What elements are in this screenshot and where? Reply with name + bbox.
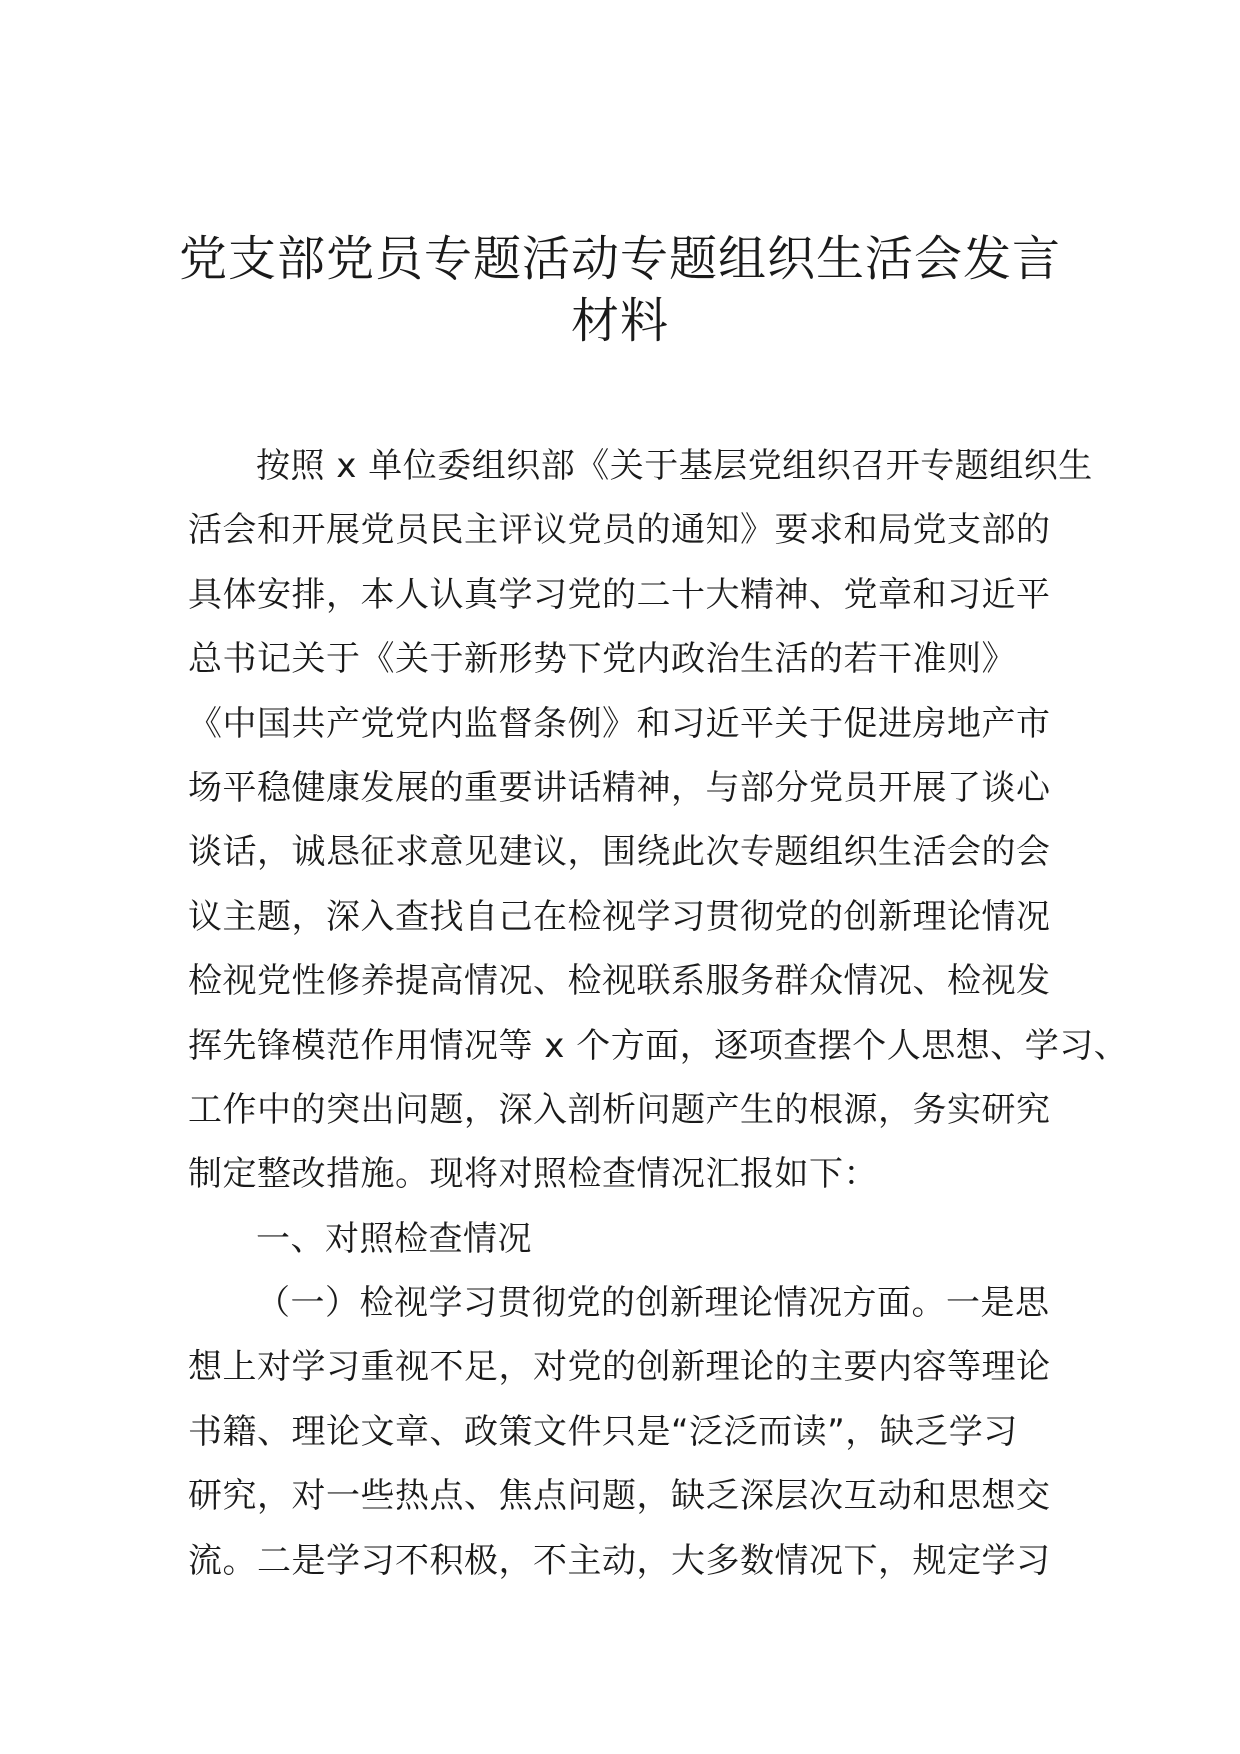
body-line: 按照 x 单位委组织部《关于基层党组织召开专题组织生	[256, 446, 1093, 486]
body-line: 场平稳健康发展的重要讲话精神，与部分党员开展了谈心	[188, 767, 1051, 808]
body-line: 《中国共产党党内监督条例》和习近平关于促进房地产市	[188, 703, 1051, 744]
body-line: 流。二是学习不积极，不主动，大多数情况下，规定学习	[188, 1540, 1051, 1581]
body-line: 谈话，诚恳征求意见建议，围绕此次专题组织生活会的会	[188, 832, 1051, 873]
body-line: 活会和开展党员民主评议党员的通知》要求和局党支部的	[188, 510, 1051, 551]
body-line: 书籍、理论文章、政策文件只是“泛泛而读”，缺乏学习	[188, 1411, 1018, 1452]
title-line-1: 党支部党员专题活动专题组织生活会发言	[178, 231, 1061, 287]
body-line: 具体安排，本人认真学习党的二十大精神、党章和习近平	[188, 574, 1051, 615]
document-title	[150, 228, 1090, 352]
body-line: 检视党性修养提高情况、检视联系服务群众情况、检视发	[188, 961, 1051, 1002]
document-body	[188, 434, 1129, 1593]
section-heading: 一、对照检查情况	[256, 1218, 532, 1259]
body-line: 工作中的突出问题，深入剖析问题产生的根源，务实研究	[188, 1089, 1051, 1130]
title-line-2: 材料	[570, 293, 669, 349]
body-line: 想上对学习重视不足，对党的创新理论的主要内容等理论	[188, 1347, 1051, 1388]
body-line: 研究，对一些热点、焦点问题，缺乏深层次互动和思想交	[188, 1476, 1051, 1517]
body-line: 议主题，深入查找自己在检视学习贯彻党的创新理论情况	[188, 896, 1051, 937]
body-line: 总书记关于《关于新形势下党内政治生活的若干准则》	[188, 639, 1016, 680]
body-line: 制定整改措施。现将对照检查情况汇报如下：	[188, 1154, 878, 1195]
body-line: 挥先锋模范作用情况等 x 个方面，逐项查摆个人思想、学习、	[188, 1025, 1129, 1066]
body-line: （一）检视学习贯彻党的创新理论情况方面。一是思	[256, 1283, 1050, 1324]
